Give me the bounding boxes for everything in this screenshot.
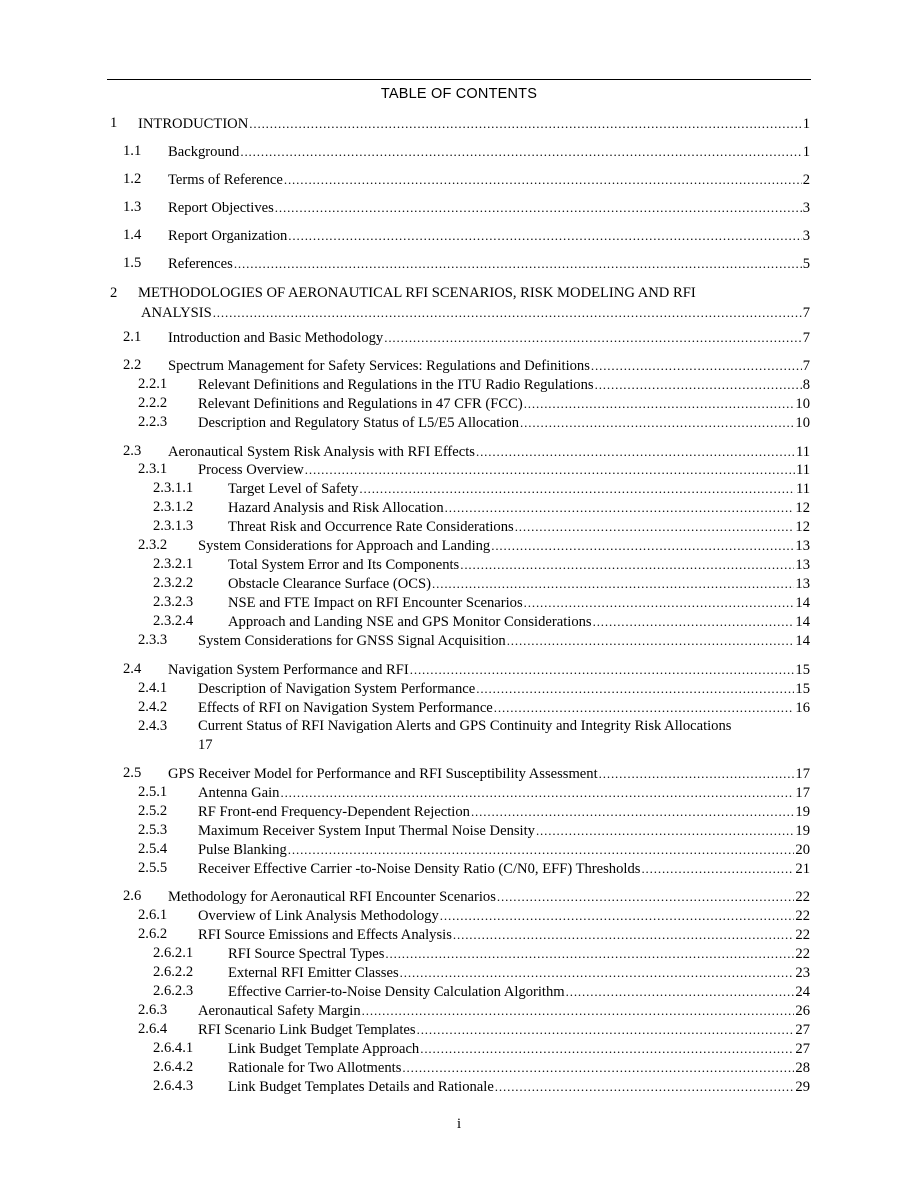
toc-entry-number: 2.4.2	[138, 699, 168, 715]
toc-entry-number: 2.6.2.1	[153, 945, 194, 961]
toc-entry-number: 1.5	[123, 255, 142, 271]
toc-entry-title[interactable]: METHODOLOGIES OF AERONAUTICAL RFI SCENARIOS, RISK MODELING AND RFI	[138, 285, 696, 301]
toc-entry-page: 20	[795, 842, 810, 858]
leader-dots	[495, 1077, 795, 1097]
toc-entry-page: 17	[795, 785, 810, 801]
toc-entry-title: Obstacle Clearance Surface (OCS)	[228, 576, 432, 592]
toc-entry-number: 2.5.3	[138, 822, 168, 838]
toc-entry-page: 10	[795, 396, 810, 412]
toc-entry[interactable]	[228, 479, 810, 498]
toc-entry-title: RFI Source Spectral Types	[228, 946, 385, 962]
leader-dots	[284, 170, 802, 190]
toc-entry-page: 23	[795, 965, 810, 981]
leader-dots	[280, 783, 794, 803]
toc-entry-title-cont: ANALYSIS	[141, 305, 212, 321]
toc-entry-page: 22	[795, 927, 810, 943]
toc-entry-number: 1.2	[123, 171, 142, 187]
toc-entry[interactable]	[228, 982, 810, 1001]
leader-dots	[520, 413, 794, 433]
leader-dots	[359, 479, 795, 499]
toc-entry[interactable]	[228, 555, 810, 574]
leader-dots	[507, 631, 795, 651]
toc-entry-page: 12	[795, 500, 810, 516]
toc-entry-number: 2.3.1.3	[153, 518, 194, 534]
page-number-footer: i	[456, 1116, 462, 1132]
toc-entry-number: 2.2.2	[138, 395, 168, 411]
leader-dots	[240, 142, 801, 162]
toc-entry-page: 11	[795, 462, 810, 478]
toc-entry-number: 2.6.2.3	[153, 983, 194, 999]
toc-entry[interactable]	[228, 612, 810, 631]
toc-entry-number: 1	[110, 115, 118, 131]
toc-entry-title: Report Objectives	[168, 200, 274, 216]
toc-entry-page: 17	[795, 766, 810, 782]
toc-entry-title: Pulse Blanking	[198, 842, 287, 858]
leader-dots	[591, 356, 802, 376]
leader-dots	[288, 840, 795, 860]
leader-dots	[471, 802, 794, 822]
toc-entry-page: 22	[795, 908, 810, 924]
leader-dots	[402, 1058, 794, 1078]
toc-entry-page: 28	[795, 1060, 810, 1076]
toc-entry[interactable]	[198, 1001, 810, 1020]
leader-dots	[305, 460, 795, 480]
toc-entry-title: Overview of Link Analysis Methodology	[198, 908, 439, 924]
toc-entry[interactable]	[228, 1077, 810, 1096]
toc-entry-page: 22	[795, 946, 810, 962]
leader-dots	[595, 375, 802, 395]
leader-dots	[494, 698, 795, 718]
toc-entry[interactable]	[198, 394, 810, 413]
toc-entry-title: Maximum Receiver System Input Thermal Noise Density	[198, 823, 535, 839]
toc-entry-page: 22	[795, 889, 810, 905]
toc-entry-number: 2.3.2.3	[153, 594, 194, 610]
toc-entry-page: 7	[802, 305, 810, 321]
toc-entry-page: 13	[795, 538, 810, 554]
toc-entry-page: 7	[802, 330, 810, 346]
toc-entry-page: 14	[795, 633, 810, 649]
toc-entry[interactable]	[198, 802, 810, 821]
toc-entry-number: 2.3.2	[138, 537, 168, 553]
leader-dots	[497, 887, 795, 907]
toc-entry-page: 14	[795, 614, 810, 630]
leader-dots	[524, 394, 795, 414]
toc-entry-title: Approach and Landing NSE and GPS Monitor Considerations	[228, 614, 592, 630]
toc-entry[interactable]	[198, 906, 810, 925]
leader-dots	[275, 198, 802, 218]
leader-dots	[417, 1020, 795, 1040]
toc-entry-page: 12	[795, 519, 810, 535]
toc-entry-page: 7	[802, 358, 810, 374]
leader-dots	[432, 574, 794, 594]
toc-entry[interactable]	[228, 574, 810, 593]
toc-entry-number: 2	[110, 285, 118, 301]
toc-entry-title: Introduction and Basic Methodology	[168, 330, 384, 346]
toc-entry[interactable]	[228, 963, 810, 982]
leader-dots	[476, 442, 795, 462]
toc-entry-title: Background	[168, 144, 240, 160]
toc-entry-page: 15	[795, 681, 810, 697]
leader-dots	[593, 612, 795, 632]
toc-entry-title: NSE and FTE Impact on RFI Encounter Scenarios	[228, 595, 523, 611]
leader-dots	[566, 982, 795, 1002]
toc-entry-title: Threat Risk and Occurrence Rate Considerations	[228, 519, 514, 535]
toc-entry-title: Antenna Gain	[198, 785, 280, 801]
toc-entry-number: 2.6	[123, 888, 142, 904]
toc-entry-number: 2.3.2.4	[153, 613, 194, 629]
toc-entry-title: Effective Carrier-to-Noise Density Calculation Algorithm	[228, 984, 565, 1000]
toc-entry-page: 13	[795, 557, 810, 573]
toc-entry-number: 2.6.4.3	[153, 1078, 194, 1094]
toc-entry-page: 11	[795, 444, 810, 460]
leader-dots	[515, 517, 795, 537]
toc-entry-title: Link Budget Templates Details and Rationale	[228, 1079, 494, 1095]
toc-entry-page: 27	[795, 1041, 810, 1057]
leader-dots	[384, 328, 801, 348]
toc-entry-page: 16	[795, 700, 810, 716]
toc-entry-page: 3	[802, 200, 810, 216]
toc-entry-title: System Considerations for GNSS Signal Acquisition	[198, 633, 506, 649]
toc-entry[interactable]	[198, 698, 810, 717]
leader-dots	[410, 660, 795, 680]
toc-entry[interactable]	[228, 517, 810, 536]
toc-entry-number: 2.4	[123, 661, 142, 677]
leader-dots	[599, 764, 795, 784]
leader-dots	[453, 925, 795, 945]
toc-entry-page: 17	[198, 737, 213, 753]
toc-entry-number: 2.2	[123, 357, 142, 373]
toc-entry-number: 2.3.2.2	[153, 575, 194, 591]
toc-entry-page: 27	[795, 1022, 810, 1038]
toc-entry-page: 24	[795, 984, 810, 1000]
toc-entry[interactable]	[228, 1039, 810, 1058]
toc-entry-title: Report Organization	[168, 228, 288, 244]
toc-entry-number: 2.5.4	[138, 841, 168, 857]
toc-entry[interactable]	[198, 783, 810, 802]
toc-entry-title: Process Overview	[198, 462, 304, 478]
toc-entry[interactable]	[198, 375, 810, 394]
toc-entry-title: Description of Navigation System Performance	[198, 681, 476, 697]
toc-entry[interactable]	[141, 303, 810, 322]
toc-entry-number: 1.1	[123, 143, 142, 159]
toc-entry-number: 2.3.3	[138, 632, 168, 648]
toc-entry-number: 2.1	[123, 329, 142, 345]
toc-entry[interactable]	[168, 328, 810, 347]
toc-entry-page: 10	[795, 415, 810, 431]
leader-dots	[440, 906, 795, 926]
toc-entry-number: 2.5	[123, 765, 142, 781]
toc-entry-title: Target Level of Safety	[228, 481, 359, 497]
toc-entry-title: Relevant Definitions and Regulations in 47 CFR (FCC)	[198, 396, 523, 412]
toc-entry-number: 2.6.4.1	[153, 1040, 194, 1056]
toc-entry-number: 2.6.2.2	[153, 964, 194, 980]
toc-entry-number: 1.4	[123, 227, 142, 243]
toc-entry-page: 3	[802, 228, 810, 244]
toc-entry[interactable]	[198, 840, 810, 859]
toc-entry[interactable]	[168, 764, 810, 783]
toc-entry[interactable]	[168, 142, 810, 161]
toc-entry-title: Link Budget Template Approach	[228, 1041, 420, 1057]
toc-entry-page: 13	[795, 576, 810, 592]
toc-entry-page: 1	[802, 116, 810, 132]
toc-entry-title: Methodology for Aeronautical RFI Encounter Scenarios	[168, 889, 496, 905]
toc-entry[interactable]	[198, 859, 810, 878]
toc-entry-number: 2.3.1.1	[153, 480, 194, 496]
toc-entry[interactable]	[168, 356, 810, 375]
toc-entry[interactable]	[168, 198, 810, 217]
toc-entry[interactable]	[228, 1058, 810, 1077]
leader-dots	[460, 555, 794, 575]
leader-dots	[213, 303, 802, 323]
toc-entry-number: 2.2.1	[138, 376, 168, 392]
toc-entry-title: Description and Regulatory Status of L5/E5 Allocation	[198, 415, 520, 431]
leader-dots	[420, 1039, 794, 1059]
toc-entry-number: 2.6.3	[138, 1002, 168, 1018]
toc-entry-title: System Considerations for Approach and Landing	[198, 538, 491, 554]
toc-entry-title: GPS Receiver Model for Performance and RFI Susceptibility Assessment	[168, 766, 598, 782]
toc-entry[interactable]	[198, 631, 810, 650]
toc-entry[interactable]	[198, 679, 810, 698]
toc-entry-number: 2.5.1	[138, 784, 168, 800]
leader-dots	[491, 536, 794, 556]
toc-entry-title: Total System Error and Its Components	[228, 557, 460, 573]
toc-entry-title: RF Front-end Frequency-Dependent Rejection	[198, 804, 470, 820]
toc-entry-page: 1	[802, 144, 810, 160]
toc-entry-number: 2.2.3	[138, 414, 168, 430]
toc-entry[interactable]	[198, 1020, 810, 1039]
leader-dots	[249, 114, 801, 134]
toc-entry-title: INTRODUCTION	[138, 116, 249, 132]
toc-entry-title: Terms of Reference	[168, 172, 283, 188]
toc-entry-number: 1.3	[123, 199, 142, 215]
toc-entry-number: 2.3	[123, 443, 142, 459]
toc-entry[interactable]	[168, 660, 810, 679]
toc-entry[interactable]	[138, 114, 810, 133]
leader-dots	[476, 679, 794, 699]
toc-entry-title: External RFI Emitter Classes	[228, 965, 399, 981]
toc-entry-page: 14	[795, 595, 810, 611]
toc-entry-number: 2.6.1	[138, 907, 168, 923]
toc-entry[interactable]	[198, 821, 810, 840]
leader-dots	[445, 498, 795, 518]
toc-entry[interactable]	[168, 254, 810, 273]
toc-entry-title: Rationale for Two Allotments	[228, 1060, 402, 1076]
toc-entry[interactable]	[198, 536, 810, 555]
toc-entry-title: Navigation System Performance and RFI	[168, 662, 409, 678]
toc-entry-number: 2.6.4.2	[153, 1059, 194, 1075]
toc-entry[interactable]	[168, 887, 810, 906]
toc-entry-page: 29	[795, 1079, 810, 1095]
toc-entry[interactable]	[198, 925, 810, 944]
toc-entry[interactable]	[228, 944, 810, 963]
leader-dots	[362, 1001, 795, 1021]
toc-entry-title: Effects of RFI on Navigation System Performance	[198, 700, 493, 716]
leader-dots	[234, 254, 802, 274]
toc-entry-title: References	[168, 256, 233, 272]
leader-dots	[400, 963, 795, 983]
leader-dots	[536, 821, 794, 841]
toc-entry[interactable]	[168, 170, 810, 189]
toc-entry[interactable]	[228, 593, 810, 612]
toc-entry[interactable]	[168, 226, 810, 245]
leader-dots	[288, 226, 801, 246]
toc-entry[interactable]	[198, 460, 810, 479]
toc-entry-number: 2.6.4	[138, 1021, 168, 1037]
toc-entry-page: 8	[802, 377, 810, 393]
toc-entry-number: 2.3.1.2	[153, 499, 194, 515]
toc-entry-page: 26	[795, 1003, 810, 1019]
toc-entry-page: 2	[802, 172, 810, 188]
toc-entry-page: 19	[795, 823, 810, 839]
toc-entry-title: Spectrum Management for Safety Services: Regulations and Definitions	[168, 358, 590, 374]
toc-entry-title: RFI Source Emissions and Effects Analysis	[198, 927, 452, 943]
toc-entry-number: 2.3.2.1	[153, 556, 194, 572]
toc-entry-title: Aeronautical System Risk Analysis with RFI Effects	[168, 444, 475, 460]
leader-dots	[385, 944, 794, 964]
toc-entry-number: 2.5.5	[138, 860, 168, 876]
toc-entry[interactable]	[198, 413, 810, 432]
toc-entry-number: 2.3.1	[138, 461, 168, 477]
toc-entry-page: 11	[795, 481, 810, 497]
toc-entry-title: Relevant Definitions and Regulations in the ITU Radio Regulations	[198, 377, 594, 393]
toc-entry-page: 15	[795, 662, 810, 678]
toc-entry-page: 5	[802, 256, 810, 272]
leader-dots	[641, 859, 794, 879]
toc-entry-number: 2.4.3	[138, 718, 168, 734]
toc-entry-title: RFI Scenario Link Budget Templates	[198, 1022, 416, 1038]
toc-entry-number: 2.4.1	[138, 680, 168, 696]
toc-entry-page: 21	[795, 861, 810, 877]
leader-dots	[524, 593, 795, 613]
toc-entry-page: 19	[795, 804, 810, 820]
toc-title: TABLE OF CONTENTS	[380, 86, 538, 102]
toc-entry-number: 2.6.2	[138, 926, 168, 942]
toc-entry[interactable]	[228, 498, 810, 517]
toc-entry-title: Receiver Effective Carrier -to-Noise Density Ratio (C/N0, EFF) Thresholds	[198, 861, 641, 877]
toc-entry-title: Aeronautical Safety Margin	[198, 1003, 361, 1019]
toc-entry-title: Hazard Analysis and Risk Allocation	[228, 500, 444, 516]
toc-entry-number: 2.5.2	[138, 803, 168, 819]
toc-entry-title[interactable]: Current Status of RFI Navigation Alerts and GPS Continuity and Integrity Risk Allocations	[198, 718, 732, 734]
toc-entry[interactable]	[168, 442, 810, 461]
